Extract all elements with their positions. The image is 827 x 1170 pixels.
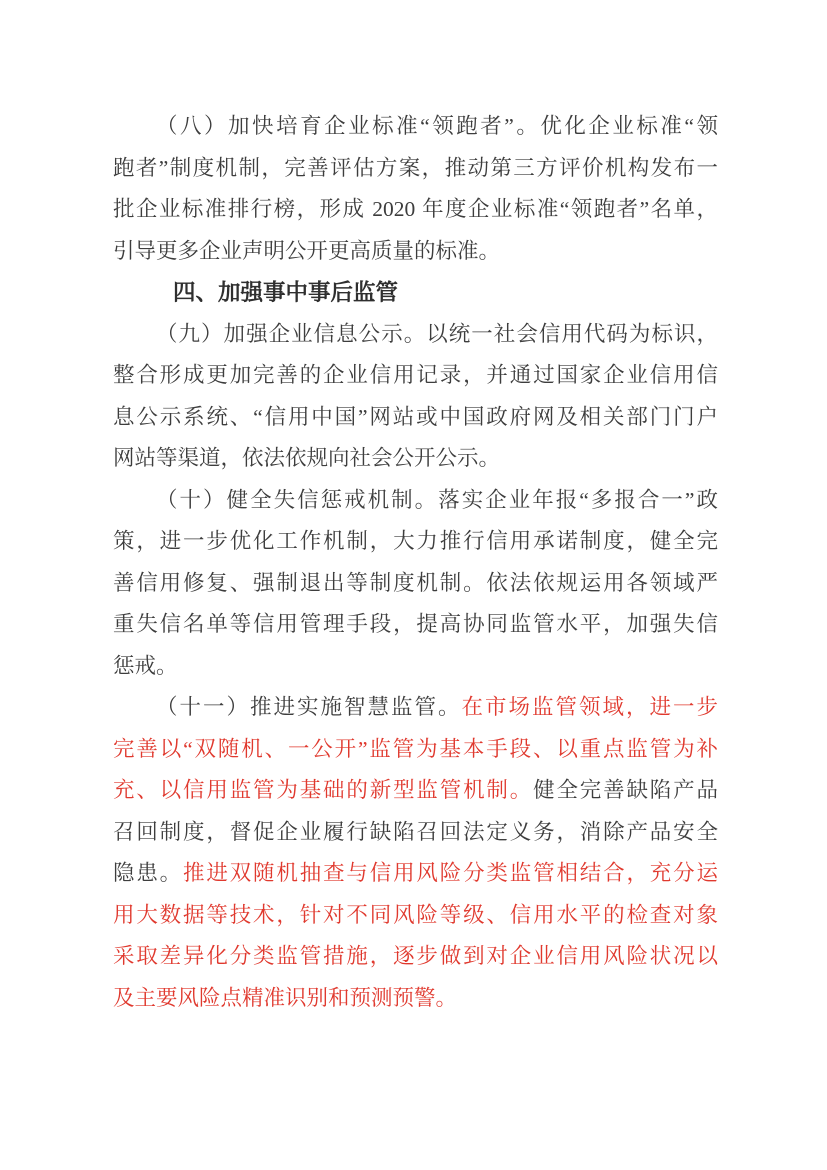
text-line bbox=[113, 812, 718, 854]
red-revision-text: 及主要风险点精准识别和预测预警。 bbox=[113, 985, 458, 1010]
body-text-segment: 批企业标准排行榜，形成 2020 年度企业标准“领跑者”名单， bbox=[113, 197, 718, 221]
text-line bbox=[113, 480, 718, 522]
body-text-segment: （十）健全失信惩戒机制。落实企业年报“多报合一”政 bbox=[156, 487, 718, 512]
body-text-segment: 隐患。 bbox=[113, 861, 184, 885]
text-line bbox=[113, 355, 718, 397]
text-area bbox=[113, 106, 718, 1019]
text-line bbox=[113, 521, 718, 563]
section-heading bbox=[113, 272, 718, 314]
text-line bbox=[113, 770, 718, 812]
body-text-segment: 策，进一步优化工作机制，大力推行信用承诺制度，健全完 bbox=[113, 529, 718, 553]
text-line bbox=[113, 563, 718, 605]
red-revision-text: 在市场监管领域，进一步 bbox=[461, 695, 718, 719]
body-text-segment: 召回制度，督促企业履行缺陷召回法定义务，消除产品安全 bbox=[113, 819, 718, 844]
text-line bbox=[113, 936, 718, 978]
text-line bbox=[113, 604, 718, 646]
body-text-segment: 重失信名单等信用管理手段，提高协同监管水平，加强失信 bbox=[113, 612, 718, 636]
body-text-segment: （八）加快培育企业标准“领跑者”。优化企业标准“领 bbox=[156, 114, 718, 138]
body-text-segment: 善信用修复、强制退出等制度机制。依法依规运用各领域严 bbox=[113, 570, 718, 595]
red-revision-text: 充、以信用监管为基础的新型监管机制。 bbox=[113, 778, 534, 802]
text-line bbox=[113, 729, 718, 771]
body-text-segment: （九）加强企业信息公示。以统一社会信用代码为标识， bbox=[156, 321, 718, 346]
body-text-segment: 健全完善缺陷产品 bbox=[533, 778, 718, 802]
text-line bbox=[113, 231, 718, 273]
body-text-segment: 息公示系统、“信用中国”网站或中国政府网及相关部门门户 bbox=[113, 404, 718, 429]
text-line bbox=[113, 687, 718, 729]
text-line bbox=[113, 106, 718, 148]
red-revision-text: 用大数据等技术，针对不同风险等级、信用水平的检查对象 bbox=[113, 902, 718, 927]
text-line bbox=[113, 189, 718, 231]
text-line bbox=[113, 438, 718, 480]
text-line bbox=[113, 148, 718, 190]
body-text-segment: 引导更多企业声明公开更高质量的标准。 bbox=[113, 238, 501, 263]
body-text-segment: 惩戒。 bbox=[113, 653, 178, 678]
text-line bbox=[113, 895, 718, 937]
red-revision-text: 完善以“双随机、一公开”监管为基本手段、以重点监管为补 bbox=[113, 736, 718, 761]
text-line bbox=[113, 853, 718, 895]
body-text-segment: 四、加强事中事后监管 bbox=[173, 280, 399, 305]
red-revision-text: 推进双随机抽查与信用风险分类监管相结合，充分运 bbox=[183, 861, 718, 885]
body-text-segment: （十一）推进实施智慧监管。 bbox=[156, 695, 462, 719]
body-text-segment: 网站等渠道，依法依规向社会公开公示。 bbox=[113, 446, 501, 470]
body-text-segment: 跑者”制度机制，完善评估方案，推动第三方评价机构发布一 bbox=[113, 155, 718, 180]
text-line bbox=[113, 646, 718, 688]
red-revision-text: 采取差异化分类监管措施，逐步做到对企业信用风险状况以 bbox=[113, 944, 718, 968]
body-text-segment: 整合形成更加完善的企业信用记录，并通过国家企业信用信 bbox=[113, 363, 718, 387]
text-line bbox=[113, 397, 718, 439]
text-line bbox=[113, 978, 718, 1020]
text-line bbox=[113, 314, 718, 356]
